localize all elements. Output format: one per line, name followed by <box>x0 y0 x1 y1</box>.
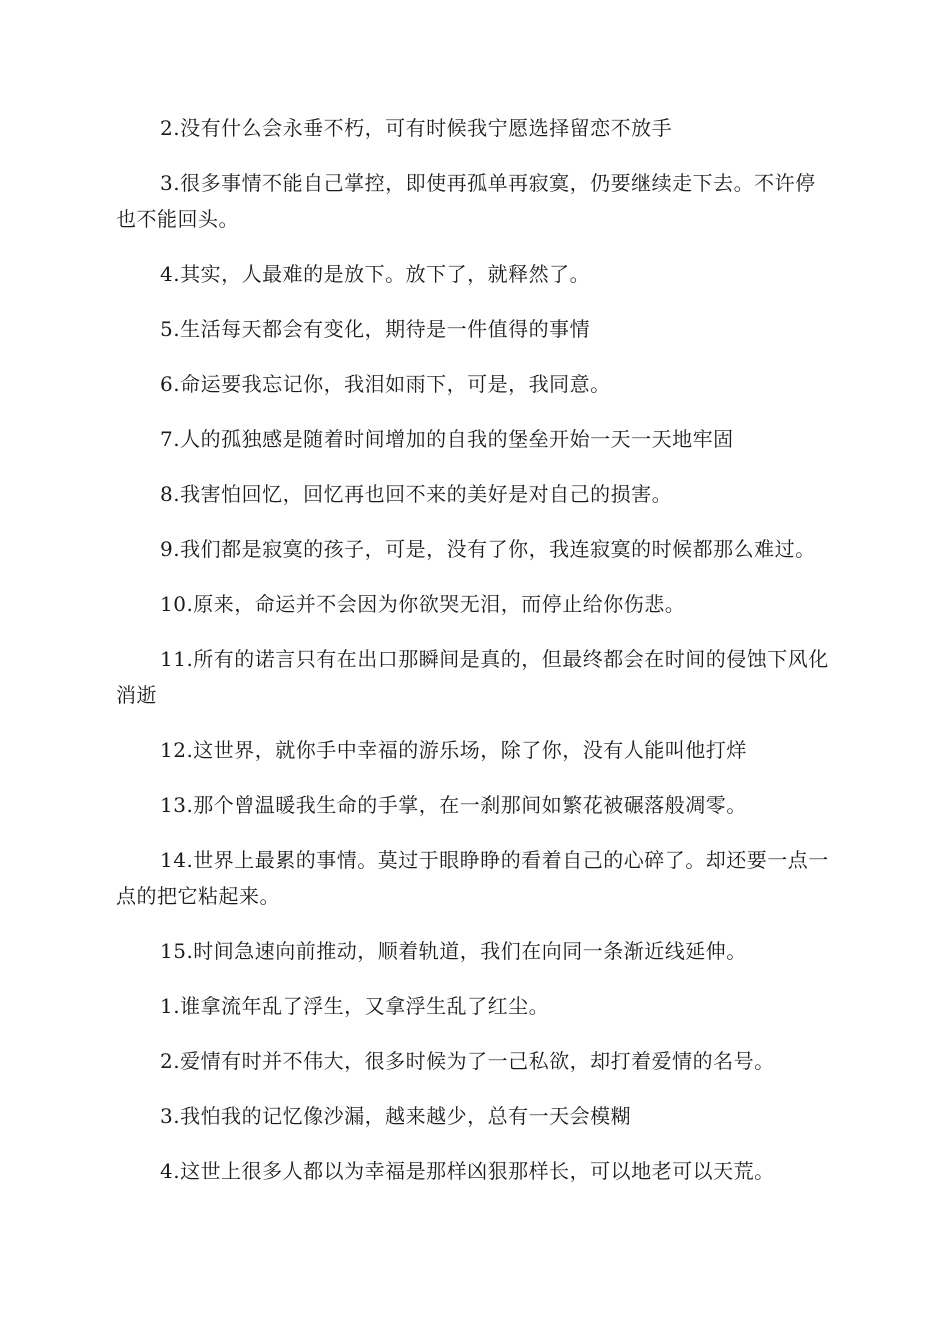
paragraph: 3.很多事情不能自己掌控，即使再孤单再寂寞，仍要继续走下去。不许停也不能回头。 <box>116 171 816 231</box>
paragraph: 4.这世上很多人都以为幸福是那样凶狠那样长，可以地老可以天荒。 <box>160 1159 775 1183</box>
paragraph: 4.其实，人最难的是放下。放下了，就释然了。 <box>160 262 591 286</box>
paragraph: 2.没有什么会永垂不朽，可有时候我宁愿选择留恋不放手 <box>160 116 673 140</box>
paragraph: 8.我害怕回忆，回忆再也回不来的美好是对自己的损害。 <box>160 482 673 506</box>
paragraph: 10.原来，命运并不会因为你欲哭无泪，而停止给你伤悲。 <box>160 592 686 616</box>
document-body <box>116 110 834 1208</box>
paragraph: 13.那个曾温暖我生命的手掌，在一刹那间如繁花被碾落般凋零。 <box>160 793 747 817</box>
paragraph: 5.生活每天都会有变化，期待是一件值得的事情 <box>160 317 591 341</box>
paragraph: 14.世界上最累的事情。莫过于眼睁睁的看着自己的心碎了。却还要一点一点的把它粘起来。 <box>116 848 829 908</box>
paragraph: 2.爱情有时并不伟大，很多时候为了一己私欲，却打着爱情的名号。 <box>160 1049 775 1073</box>
paragraph: 12.这世界，就你手中幸福的游乐场，除了你，没有人能叫他打烊 <box>160 738 747 762</box>
paragraph: 1.谁拿流年乱了浮生，又拿浮生乱了红尘。 <box>160 994 550 1018</box>
paragraph: 7.人的孤独感是随着时间增加的自我的堡垒开始一天一天地牢固 <box>160 427 734 451</box>
paragraph: 15.时间急速向前推动，顺着轨道，我们在向同一条渐近线延伸。 <box>160 939 747 963</box>
paragraph: 6.命运要我忘记你，我泪如雨下，可是，我同意。 <box>160 372 611 396</box>
paragraph: 3.我怕我的记忆像沙漏，越来越少，总有一天会模糊 <box>160 1104 632 1128</box>
paragraph: 9.我们都是寂寞的孩子，可是，没有了你，我连寂寞的时候都那么难过。 <box>160 537 816 561</box>
paragraph: 11.所有的诺言只有在出口那瞬间是真的，但最终都会在时间的侵蚀下风化消逝 <box>116 647 829 707</box>
